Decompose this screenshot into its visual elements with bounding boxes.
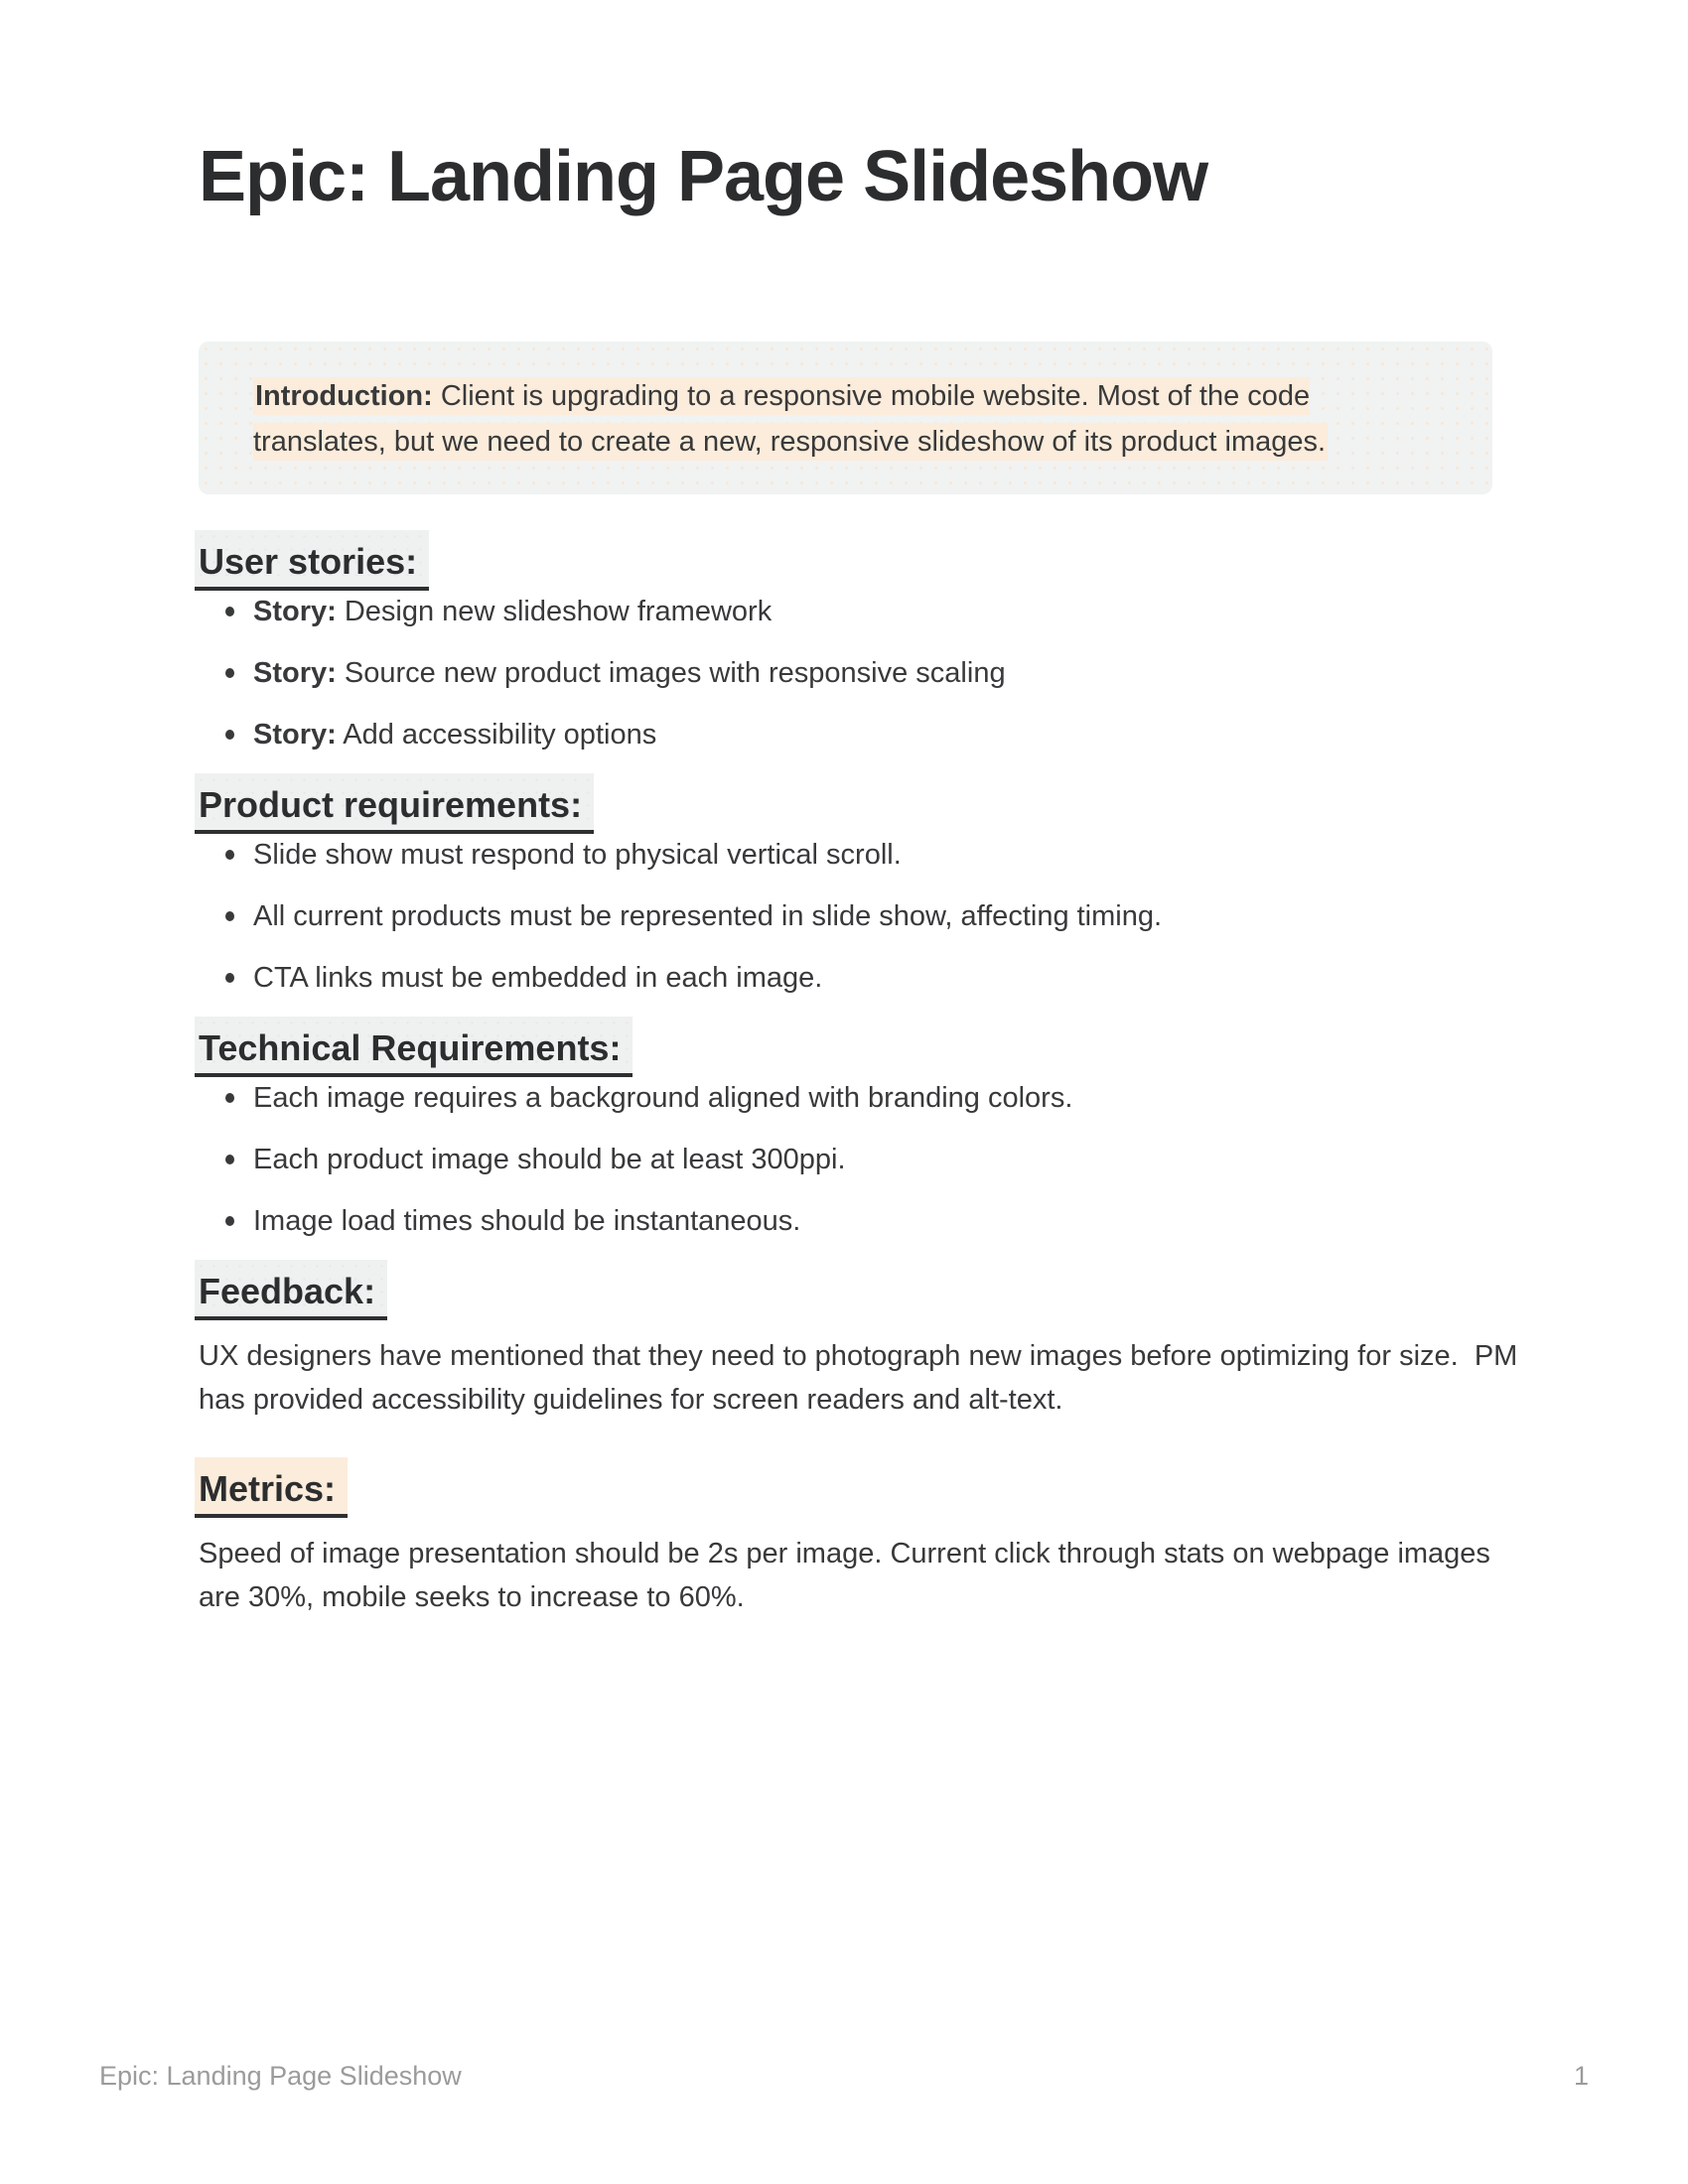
list-item: Slide show must respond to physical vertical scroll. — [199, 834, 1529, 876]
section-heading-metrics: Metrics: — [199, 1457, 1529, 1518]
story-text: Add accessibility options — [336, 719, 657, 751]
page-title: Epic: Landing Page Slideshow — [199, 137, 1208, 216]
story-prefix: Story: — [253, 719, 337, 751]
story-text: Source new product images with responsive scaling — [336, 657, 1006, 689]
section-heading-product-requirements: Product requirements: — [199, 773, 1529, 834]
list-item: Each image requires a background aligned with branding colors. — [199, 1077, 1529, 1119]
technical-requirements-list — [199, 1077, 1529, 1242]
list-item — [199, 714, 1529, 755]
footer-page-number: 1 — [1573, 2061, 1589, 2091]
feedback-paragraph: UX designers have mentioned that they need to photograph new images before optimizing for size. PM has provided accessibility guidelines for screen readers and alt-text. — [199, 1340, 1526, 1416]
list-item: Each product image should be at least 300ppi. — [199, 1139, 1529, 1180]
list-item: All current products must be represented in slide show, affecting timing. — [199, 895, 1529, 937]
list-item — [199, 591, 1529, 632]
section-heading-user-stories: User stories: — [199, 530, 1529, 591]
introduction-highlighted-text — [253, 377, 1328, 461]
footer-document-title: Epic: Landing Page Slideshow — [99, 2061, 462, 2091]
story-prefix: Story: — [253, 657, 337, 689]
user-stories-list — [199, 591, 1529, 755]
product-requirements-list — [199, 834, 1529, 999]
list-item: Image load times should be instantaneous. — [199, 1200, 1529, 1242]
story-text: Design new slideshow framework — [336, 596, 773, 627]
introduction-callout — [199, 341, 1492, 494]
section-heading-feedback: Feedback: — [199, 1260, 1529, 1320]
page-footer — [99, 2061, 1589, 2092]
document-page — [199, 0, 1529, 1619]
introduction-label: Introduction: — [255, 380, 433, 412]
list-item — [199, 652, 1529, 694]
introduction-body: Client is upgrading to a responsive mobile website. Most of the code translates, but we need to create a new, responsive slideshow of its product images. — [253, 380, 1327, 458]
metrics-paragraph: Speed of image presentation should be 2s per image. Current click through stats on webpage images are 30%, mobile seeks to increase to 60%. — [199, 1538, 1498, 1613]
list-item: CTA links must be embedded in each image. — [199, 957, 1529, 999]
story-prefix: Story: — [253, 596, 337, 627]
section-heading-technical-requirements: Technical Requirements: — [199, 1017, 1529, 1077]
